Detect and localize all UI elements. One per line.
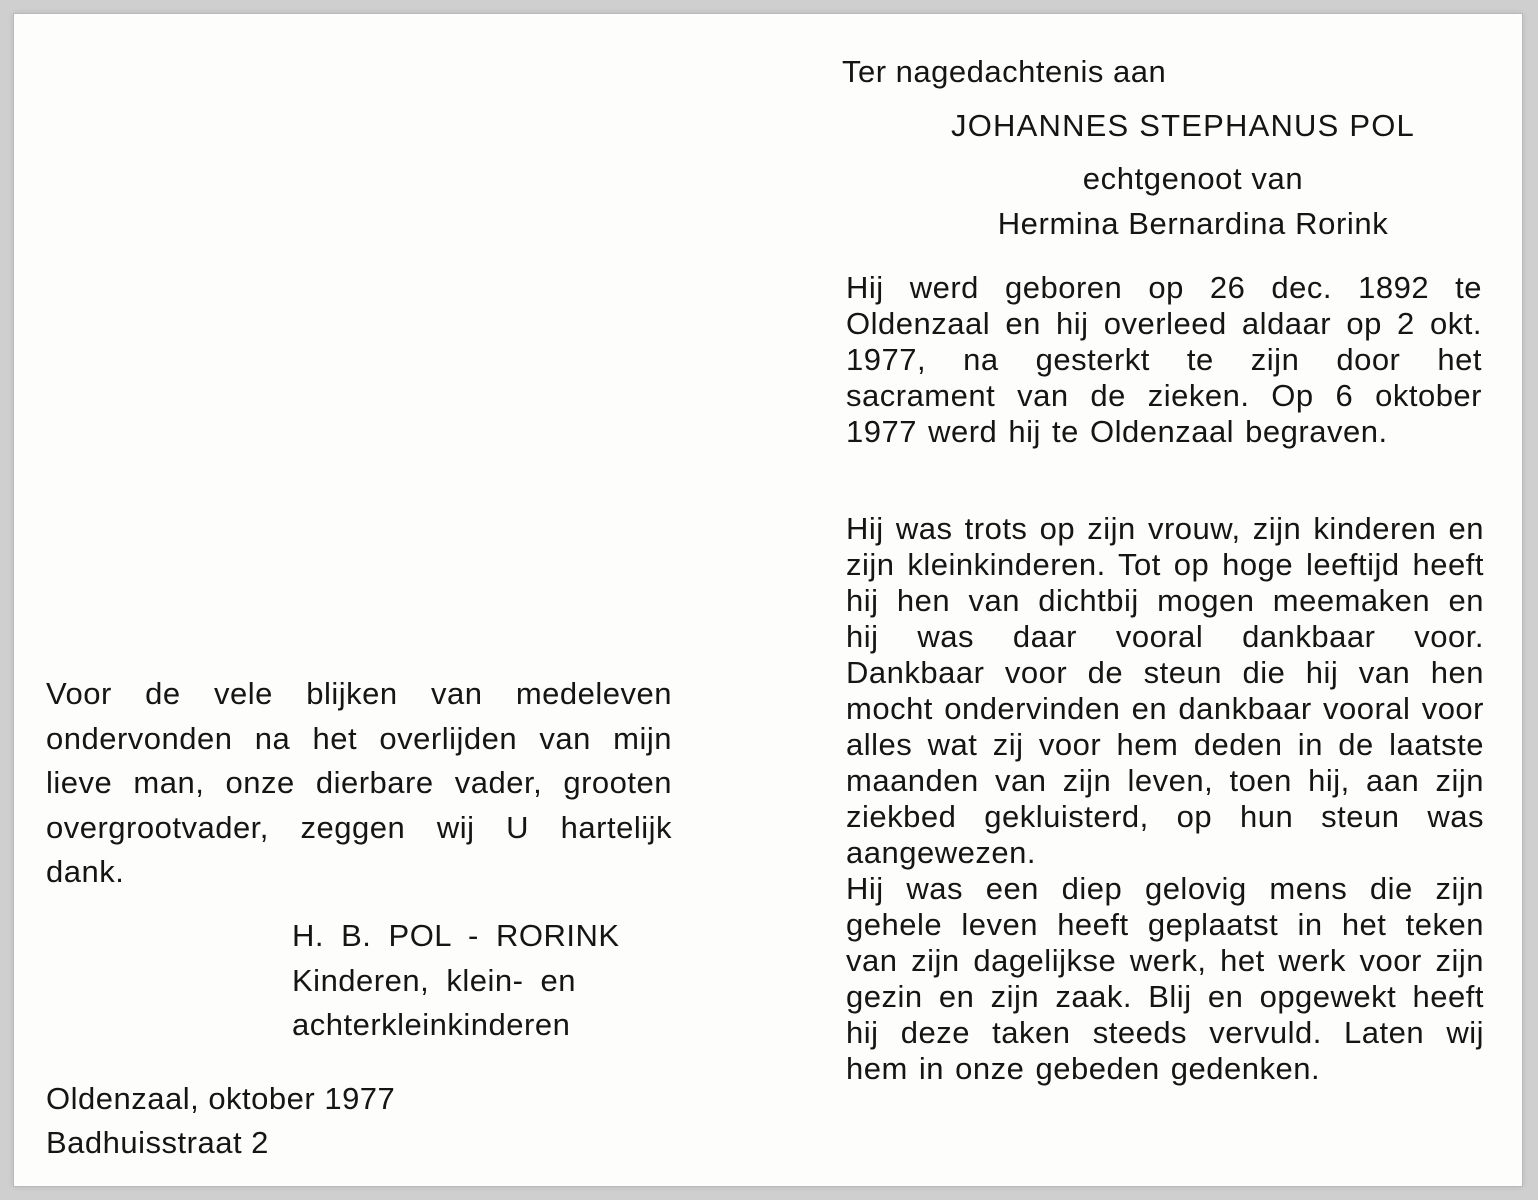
tribute-paragraph-2: Hij was een diep gelovig mens die zijn gehele leven heeft geplaatst in het teken van zijn dagelijkse werk, het werk voor zijn gezin en zijn zaak. Blij en opgewekt heeft hij deze taken steeds vervuld. Laten wij hem in onze gebeden gedenken. [846, 871, 1484, 1086]
deceased-name-text: JOHANNES STEPHANUS POL [951, 108, 1415, 143]
memorial-intro: Ter nagedachtenis aan [842, 54, 1167, 89]
signature-name: H. B. POL - RORINK [292, 918, 620, 953]
spouse-name [794, 206, 1522, 242]
right-panel [794, 14, 1522, 1186]
deceased-name [794, 108, 1522, 144]
spouse-name-text: Hermina Bernardina Rorink [997, 206, 1389, 241]
biography: Hij werd geboren op 26 dec. 1892 te Oldenzaal en hij overleed aldaar op 2 okt. 1977, na gesterkt te zijn door het sacrament van de zieken. Op 6 oktober 1977 werd hij te Oldenzaal begraven. [846, 270, 1482, 449]
signature-grandchildren-line: achterkleinkinderen [292, 1007, 571, 1042]
tribute [846, 511, 1484, 1087]
place-block [46, 1077, 395, 1165]
left-panel [14, 14, 734, 1186]
address: Badhuisstraat 2 [46, 1125, 269, 1160]
memorial-card [14, 14, 1522, 1186]
spouse-label [794, 161, 1522, 197]
signature-block [292, 914, 620, 1048]
signature-family-line: Kinderen, klein- en [292, 962, 576, 998]
tribute-paragraph-1: Hij was trots op zijn vrouw, zijn kinderen en zijn kleinkinderen. Tot op hoge leeftijd heeft hij hen van dichtbij mogen meemaken en hij was daar vooral dankbaar voor. Dankbaar voor de steun die hij van hen mocht ondervinden en dankbaar vooral voor alles wat zij voor hem deden in de laatste maanden van zijn leven, toen hij, aan zijn ziekbed gekluisterd, op hun steun was aangewezen. [846, 511, 1484, 870]
place-date: Oldenzaal, oktober 1977 [46, 1081, 396, 1116]
spouse-label-text: echtgenoot van [1082, 161, 1304, 196]
thanks-message: Voor de vele blijken van medeleven ondervonden na het overlijden van mijn lieve man, onze dierbare vader, grooten overgrootvader, zeggen wij U hartelijk dank. [46, 676, 672, 889]
